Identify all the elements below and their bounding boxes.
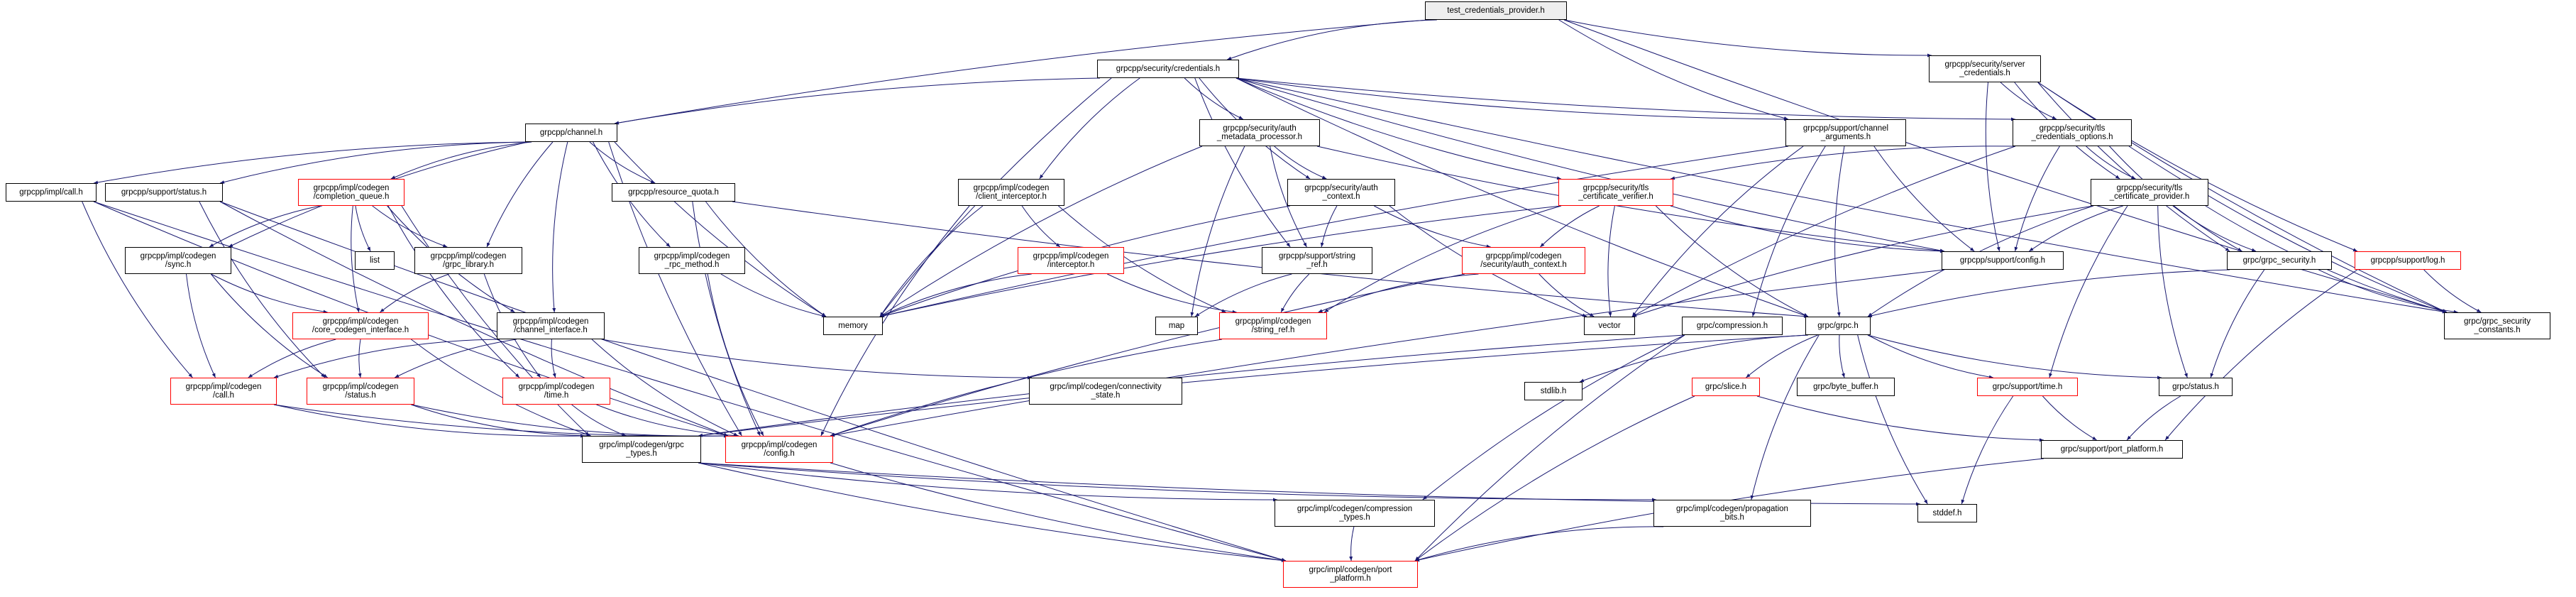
graph-edge [1559,20,1788,119]
graph-node[interactable] [292,312,429,339]
graph-node-label: _certificate_verifier.h [1578,192,1653,201]
graph-node[interactable] [1097,60,1239,78]
graph-node-label: stddef.h [1932,508,1962,517]
graph-edge [708,274,764,436]
graph-node[interactable] [1917,504,1977,522]
graph-edge [1107,274,1236,312]
graph-node[interactable] [1155,317,1198,335]
graph-edge [1184,78,1243,119]
graph-node[interactable] [1797,378,1895,396]
graph-node[interactable] [525,124,617,142]
graph-edge [2129,146,2447,312]
graph-edge [2000,82,2057,119]
graph-edge [1321,206,1337,247]
graph-node-label: memory [838,321,868,330]
graph-node[interactable] [2355,251,2461,270]
graph-node-label: grpcpp/impl/codegen [430,251,507,261]
graph-edge [94,142,528,183]
graph-edge [1746,335,1817,378]
graph-node[interactable] [307,378,414,405]
graph-node-label: grpc/support/port_platform.h [2060,444,2164,454]
graph-node-label: /string_ref.h [1251,326,1295,334]
graph-node[interactable] [1462,247,1585,274]
graph-node-label: grpcpp/security/tls [2039,124,2106,133]
graph-edge [698,463,1656,500]
graph-edge [395,339,517,378]
graph-node-label: grpcpp/impl/codegen [741,440,818,449]
graph-node[interactable] [1584,317,1635,335]
graph-node-label: grpcpp/impl/codegen [512,317,589,326]
graph-edge [373,206,448,247]
graph-edge [1236,78,1788,119]
graph-node-label: _types.h [1339,513,1370,522]
graph-edge [1022,206,1060,247]
graph-node-label: grpcpp/resource_quota.h [628,187,719,197]
graph-node-label: grpcpp/security/tls [2116,183,2183,192]
graph-edge [830,463,1286,561]
graph-node[interactable] [1425,1,1567,20]
graph-node-label: grpc/grpc_security.h [2242,256,2316,265]
graph-node-label: grpcpp/security/auth [1304,183,1378,192]
graph-node[interactable] [2013,119,2132,146]
graph-edge [82,202,193,378]
graph-node[interactable] [2159,378,2233,396]
graph-node-label: /sync.h [165,261,192,269]
graph-node[interactable] [2041,440,2183,459]
graph-node-label: grpcpp/impl/codegen [1033,251,1109,261]
graph-node[interactable] [823,317,883,335]
graph-edge [1423,335,1685,500]
graph-node[interactable] [612,183,735,202]
graph-node[interactable] [1692,378,1760,396]
graph-edge [880,206,1561,317]
graph-node-label: vector [1598,321,1621,330]
graph-node[interactable] [1653,500,1811,527]
graph-edge [590,142,655,183]
graph-node-label: map [1168,321,1185,330]
graph-edge [1415,335,1685,561]
graph-node[interactable] [170,378,277,405]
graph-edge [1351,527,1354,561]
graph-node[interactable] [639,247,745,274]
graph-edge [1868,270,2230,317]
graph-node-label: grpcpp/impl/codegen [322,317,399,326]
graph-node[interactable] [1275,500,1435,527]
graph-node-label: grpcpp/impl/codegen [518,382,595,391]
graph-edge [830,270,1944,436]
graph-edge [1564,20,1932,55]
graph-node[interactable] [1199,119,1320,146]
graph-node-label: grpc/impl/codegen/compression [1297,504,1413,513]
graph-node[interactable] [1262,247,1372,274]
graph-edge [1236,78,1944,251]
graph-node-label: grpc/grpc.h [1817,321,1859,330]
graph-node-label: grpc/compression.h [1696,321,1768,330]
graph-edge [880,146,1202,317]
graph-edge [487,142,553,247]
graph-node-label: _platform.h [1330,574,1371,583]
graph-edge [274,339,500,378]
graph-edge [2127,396,2181,440]
graph-edge [187,274,216,378]
graph-node-label: grpcpp/support/log.h [2370,256,2445,265]
graph-edge [274,405,585,436]
graph-node-label: /channel_interface.h [514,326,588,334]
graph-node-label: grpcpp/impl/codegen [185,382,262,391]
graph-edge [1236,78,2015,119]
graph-node-label: grpcpp/impl/call.h [19,187,83,197]
graph-edge [698,463,1286,561]
graph-node-label: /call.h [212,391,235,400]
graph-edge [211,274,327,312]
graph-node-label: /grpc_library.h [442,261,494,269]
graph-node-label: /security/auth_context.h [1480,261,1567,269]
graph-edge [1670,206,1944,251]
graph-node-label: grpc/impl/codegen/propagation [1676,504,1788,513]
graph-node[interactable] [958,179,1064,206]
graph-edge [1374,206,1490,247]
graph-edge [1670,146,2015,179]
graph-node[interactable] [582,436,701,463]
graph-edge [2042,396,2096,440]
graph-node[interactable] [1029,378,1182,405]
graph-edge [220,142,528,183]
graph-node-label: grpcpp/security/credentials.h [1116,64,1221,73]
graph-edge [880,146,1788,317]
graph-node-label: grpc/status.h [2172,382,2219,391]
graph-edge [380,274,448,312]
graph-edge [388,206,519,378]
graph-node[interactable] [1977,378,2078,396]
graph-node-label: grpcpp/impl/codegen [313,183,390,192]
graph-node-label: _constants.h [2474,326,2521,334]
graph-edge [553,142,568,312]
graph-node-label: grpcpp/support/channel [1802,124,1889,133]
graph-node-label: grpc/impl/codegen/port [1309,565,1392,574]
graph-node-label: grpcpp/impl/codegen [322,382,399,391]
graph-edge [412,405,728,436]
graph-node[interactable] [1219,312,1327,339]
graph-node-label: stdlib.h [1540,386,1567,395]
graph-edge [1415,527,1663,561]
graph-edge [1540,206,1599,247]
graph-node[interactable] [1287,179,1395,206]
graph-node-label: grpcpp/impl/codegen [654,251,730,261]
graph-edge [615,142,826,317]
graph-node[interactable] [502,378,610,405]
graph-edge [721,274,826,317]
graph-edge [2029,206,2123,251]
graph-edge [1835,146,1844,317]
graph-edge [2049,206,2128,378]
graph-node[interactable] [725,436,833,463]
graph-node-label: /core_codegen_interface.h [312,326,409,334]
graph-edge [1415,396,1695,561]
graph-node-label: grpcpp/impl/codegen [1485,251,1562,261]
graph-node-label: grpc/byte_buffer.h [1813,382,1878,391]
graph-edge [1961,396,2013,504]
graph-node-label: /status.h [345,391,376,400]
graph-edge [1040,78,1140,179]
graph-node-label: grpcpp/impl/codegen [1235,317,1311,326]
graph-node-label: grpc/support/time.h [1992,382,2063,391]
graph-edge [698,463,1920,504]
graph-edge [199,202,325,378]
graph-edge [2165,270,2357,440]
graph-node-label: _certificate_provider.h [2109,192,2190,201]
graph-edge [356,206,370,251]
graph-edge [1757,396,2044,440]
graph-node[interactable] [1682,317,1783,335]
graph-node-label: /completion_queue.h [313,192,390,201]
graph-edge [698,335,1808,436]
graph-edge [1874,146,1974,251]
graph-node-label: grpcpp/support/status.h [121,187,207,197]
graph-node-label: grpcpp/channel.h [539,128,603,137]
graph-edge [592,339,738,436]
graph-edge [1753,146,1825,317]
graph-edge [880,206,983,317]
graph-node[interactable] [105,183,223,202]
graph-node[interactable] [1942,251,2064,270]
graph-node[interactable] [355,251,395,270]
graph-edge [2015,146,2060,251]
graph-edge [1839,335,1844,378]
graph-edge [1319,274,1479,312]
graph-node-label: grpc/grpc_security [2464,317,2531,326]
graph-edge [2158,206,2188,378]
graph-edge [615,78,1100,124]
graph-node-label: _arguments.h [1820,133,1871,141]
graph-node-label: _context.h [1322,192,1360,201]
graph-node-label: grpcpp/security/tls [1583,183,1649,192]
graph-node-label: _types.h [626,449,657,458]
graph-node-label: _credentials.h [1959,69,2010,77]
graph-node[interactable] [1785,119,1906,146]
graph-edge [1656,206,1808,317]
graph-edge [209,206,320,247]
graph-node[interactable] [497,312,605,339]
graph-node-label: test_credentials_provider.h [1447,6,1545,15]
graph-node-label: _rpc_method.h [664,261,720,269]
graph-edge [411,405,590,436]
graph-node[interactable] [2227,251,2332,270]
graph-node[interactable] [414,247,522,274]
graph-edge [1236,78,2447,312]
graph-edge [2211,270,2264,378]
graph-edge [248,339,336,378]
graph-edge [1632,146,2015,317]
graph-edge [1227,20,1437,60]
graph-node[interactable] [2091,179,2208,206]
graph-node[interactable] [1283,561,1418,588]
graph-node-label: /interceptor.h [1047,261,1095,269]
graph-node[interactable] [1929,55,2041,82]
graph-node-label: grpcpp/support/string [1278,251,1356,261]
graph-node[interactable] [6,183,97,202]
graph-node-label: grpcpp/support/config.h [1959,256,2046,265]
graph-edge [2318,270,2457,312]
graph-edge [693,202,760,436]
graph-edge [830,274,1465,436]
graph-edge [1632,146,1803,317]
graph-node-label: grpc/impl/codegen/connectivity [1050,382,1162,391]
graph-node[interactable] [1558,179,1673,206]
graph-node[interactable] [1018,247,1124,274]
graph-edge [551,339,556,378]
graph-node[interactable] [2444,312,2550,339]
graph-edge [1191,146,1245,317]
graph-node-label: grpcpp/impl/codegen [140,251,216,261]
graph-node-label: grpc/impl/codegen/grpc [599,440,684,449]
graph-node-label: /time.h [544,391,569,400]
graph-edge [572,405,627,436]
graph-edge [359,339,360,378]
graph-node-label: _credentials_options.h [2031,133,2113,141]
graph-node[interactable] [1805,317,1871,335]
graph-edge [2086,146,2136,179]
graph-edge [1751,335,1819,500]
graph-edge [880,274,1032,317]
graph-edge [1608,206,1614,317]
graph-node-label: _bits.h [1720,513,1744,522]
graph-node-label: _ref.h [1306,261,1328,269]
graph-node-label: grpcpp/security/server [1944,60,2025,69]
graph-edge [2424,270,2482,312]
graph-node-label: /client_interceptor.h [976,192,1047,201]
graph-node-label: grpc/slice.h [1705,382,1747,391]
graph-edge [1539,274,1594,317]
graph-edge [1868,335,1993,378]
graph-edge [2173,206,2256,251]
graph-edge [1580,335,1808,382]
graph-node-label: /config.h [764,449,795,458]
graph-edge [1858,335,1928,504]
graph-edge [1195,78,1290,247]
graph-edge [602,339,1032,378]
graph-node-label: _state.h [1091,391,1121,400]
graph-node[interactable] [298,179,404,206]
graph-edge [615,20,1428,124]
graph-edge [2038,82,2357,251]
graph-edge [1868,335,2162,378]
graph-edge [274,405,728,436]
graph-edge [391,142,532,179]
graph-node-label: _metadata_processor.h [1216,133,1303,141]
graph-edge [597,405,739,436]
graph-node-label: grpcpp/security/auth [1223,124,1297,133]
graph-edge [1281,274,1309,312]
graph-node[interactable] [125,247,231,274]
graph-edge [1195,274,1292,317]
graph-edge [1275,146,1327,179]
graph-edge [2038,82,2230,251]
graph-edge [698,463,1277,500]
graph-edge [1986,82,1999,251]
graph-node-label: grpcpp/impl/codegen [973,183,1050,192]
graph-node-label: list [369,256,380,265]
graph-node[interactable] [1524,382,1583,400]
